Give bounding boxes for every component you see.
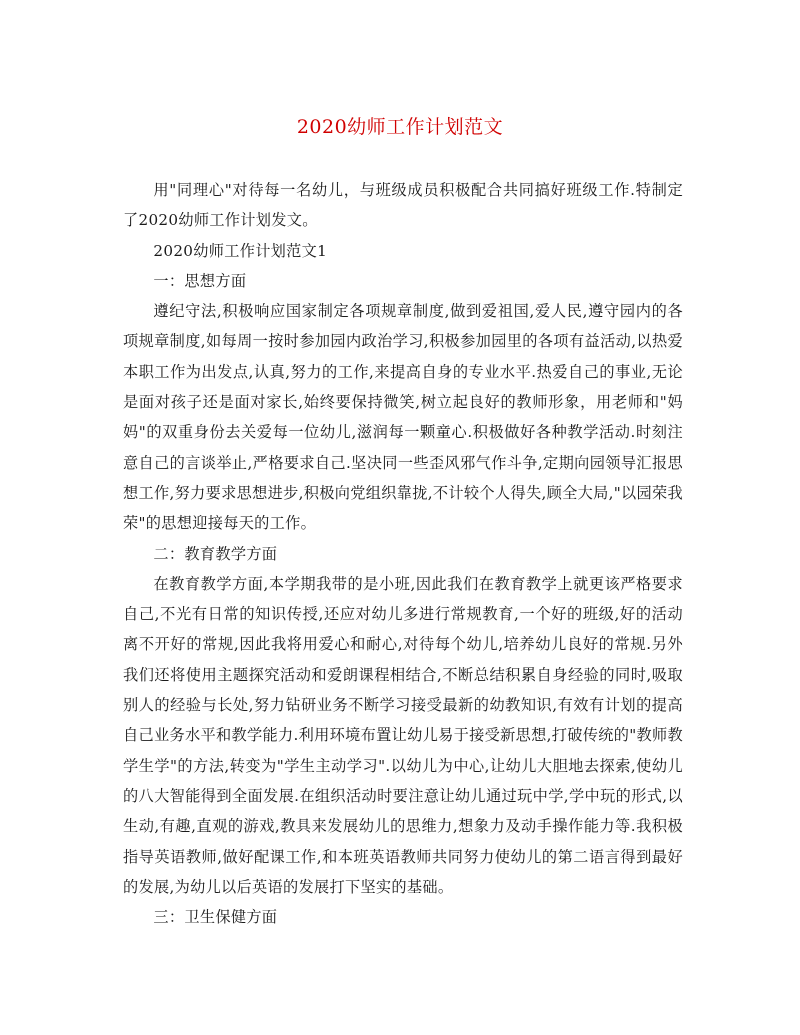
section-heading-teaching: 二：教育教学方面 [153,544,278,563]
intro-paragraph: 用"同理心"对待每一名幼儿，与班级成员积极配合共同搞好班级工作.特制定了2020幼师工作计划发文。 [123,181,683,230]
section-heading-health: 三：卫生保健方面 [153,908,278,927]
document-body [123,175,683,932]
document-title: 2020幼师工作计划范文 [296,116,504,138]
document-subtitle: 2020幼师工作计划范文1 [153,241,328,260]
section-paragraph-teaching: 在教育教学方面,本学期我带的是小班,因此我们在教育教学上就更该严格要求自己,不光有日常的知识传授,还应对幼儿多进行常规教育,一个好的班级,好的活动离不开好的常规,因此我将用爱心和耐心,对待每个幼儿,培养幼儿良好的常规.另外我们还将使用主题探究活动和爱朗课程相结合,不断总结积累自身经验的同时,吸取别人的经验与长处,努力钻研业务不断学习接受最新的幼教知识,有效有计划的提高自己业务水平和教学能力.利用环境布置让幼儿易于接受新思想,打破传统的"教师教学生学"的方法,转变为"学生主动学习".以幼儿为中心,让幼儿大胆地去探索,使幼儿的八大智能得到全面发展.在组织活动时要注意让幼儿通过玩中学,学中玩的形式,以生动,有趣,直观的游戏,教具来发展幼儿的思维力,想象力及动手操作能力等.我积极指导英语教师,做好配课工作,和本班英语教师共同努力使幼儿的第二语言得到最好的发展,为幼儿以后英语的发展打下坚实的基础。 [123,574,683,896]
section-paragraph-thought: 遵纪守法,积极响应国家制定各项规章制度,做到爱祖国,爱人民,遵守园内的各项规章制度,如每周一按时参加园内政治学习,积极参加园里的各项有益活动,以热爱本职工作为出发点,认真,努力的工作,来提高自身的专业水平.热爱自己的事业,无论是面对孩子还是面对家长,始终要保持微笑,树立起良好的教师形象，用老师和"妈妈"的双重身份去关爱每一位幼儿,滋润每一颗童心.积极做好各种教学活动.时刻注意自己的言谈举止,严格要求自己.坚决同一些歪风邪气作斗争,定期向园领导汇报思想工作,努力要求思想进步,积极向党组织靠拢,不计较个人得失,顾全大局,"以园荣我荣"的思想迎接每天的工作。 [123,302,683,533]
section-heading-thought: 一：思想方面 [153,271,247,290]
